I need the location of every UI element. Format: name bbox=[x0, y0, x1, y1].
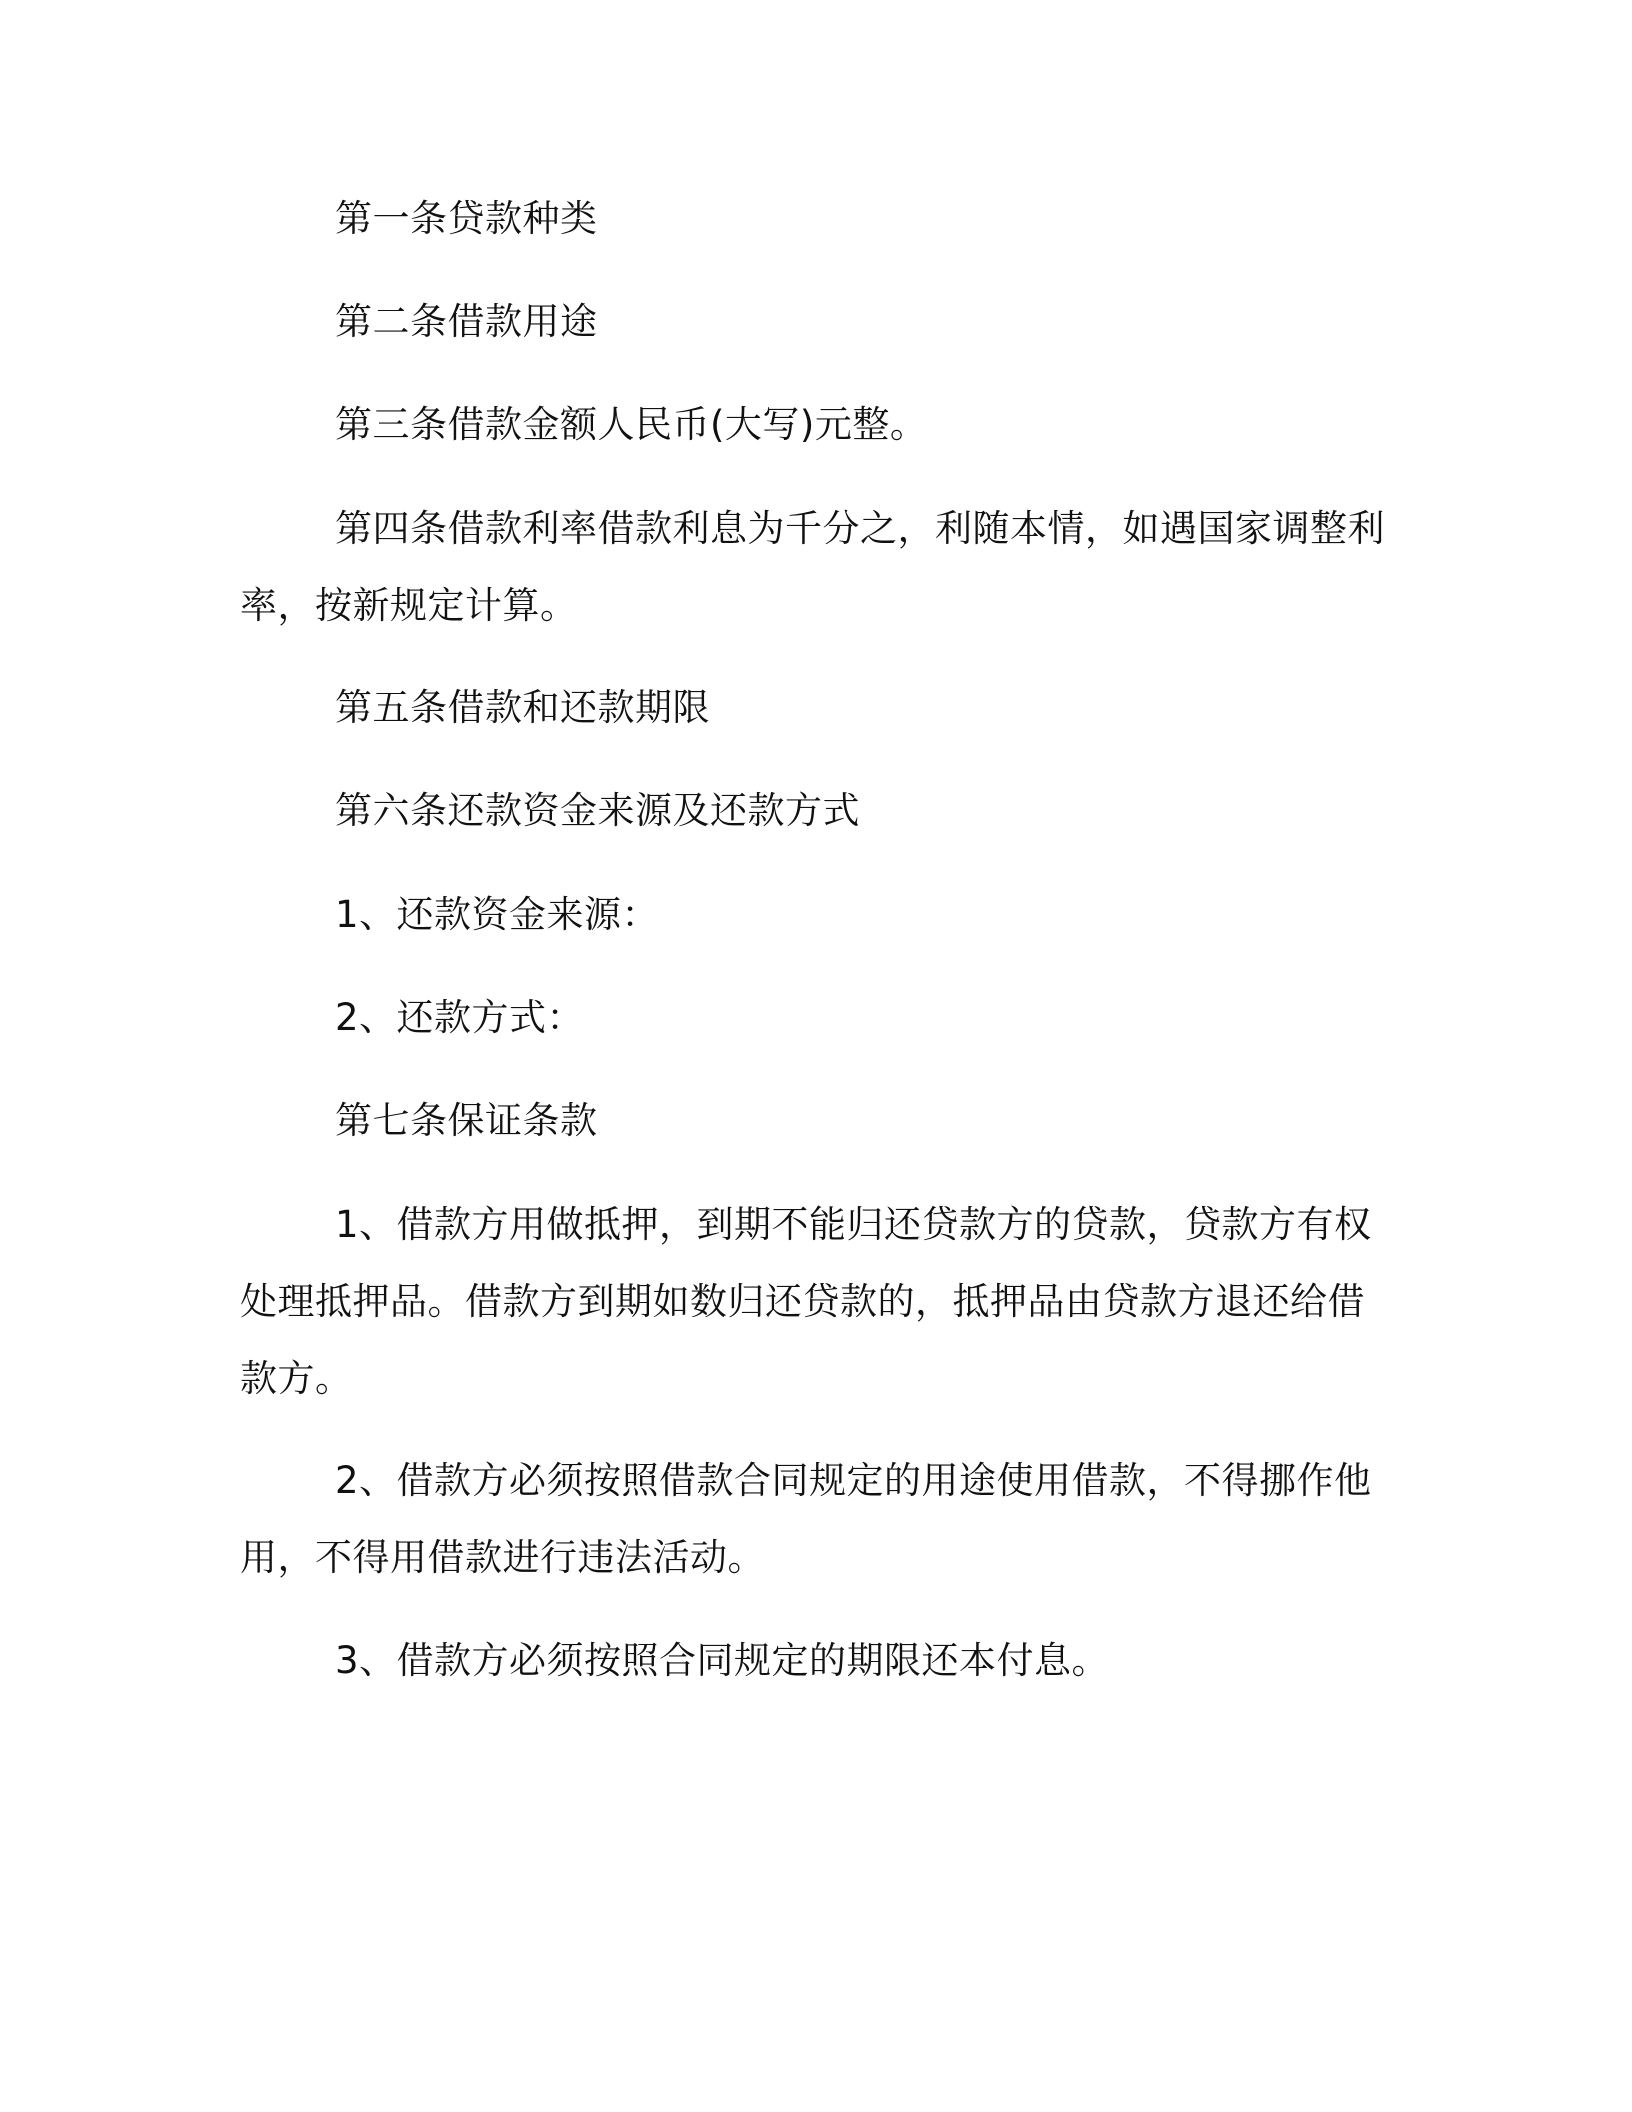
repayment-source-item: 1、还款资金来源： bbox=[335, 893, 660, 936]
article-2-loan-purpose: 第二条借款用途 bbox=[335, 300, 598, 343]
article-4-interest-rate: 第四条借款利率借款利息为千分之，利随本情，如遇国家调整利率，按新规定计算。 bbox=[240, 507, 1385, 627]
article-5-loan-term: 第五条借款和还款期限 bbox=[335, 686, 710, 729]
article-3-loan-amount: 第三条借款金额人民币(大写)元整。 bbox=[335, 403, 928, 446]
article-1-loan-type: 第一条贷款种类 bbox=[335, 197, 598, 240]
guarantee-clause-1: 1、借款方用做抵押，到期不能归还贷款方的贷款，贷款方有权处理抵押品。借款方到期如数归还贷款的，抵押品由贷款方退还给借款方。 bbox=[240, 1203, 1372, 1400]
article-7-guarantee: 第七条保证条款 bbox=[335, 1099, 598, 1142]
article-6-repayment: 第六条还款资金来源及还款方式 bbox=[335, 789, 860, 832]
guarantee-clause-3: 3、借款方必须按照合同规定的期限还本付息。 bbox=[335, 1639, 1110, 1682]
guarantee-clause-2: 2、借款方必须按照借款合同规定的用途使用借款，不得挪作他用，不得用借款进行违法活动。 bbox=[240, 1459, 1372, 1579]
repayment-method-item: 2、还款方式： bbox=[335, 996, 585, 1039]
